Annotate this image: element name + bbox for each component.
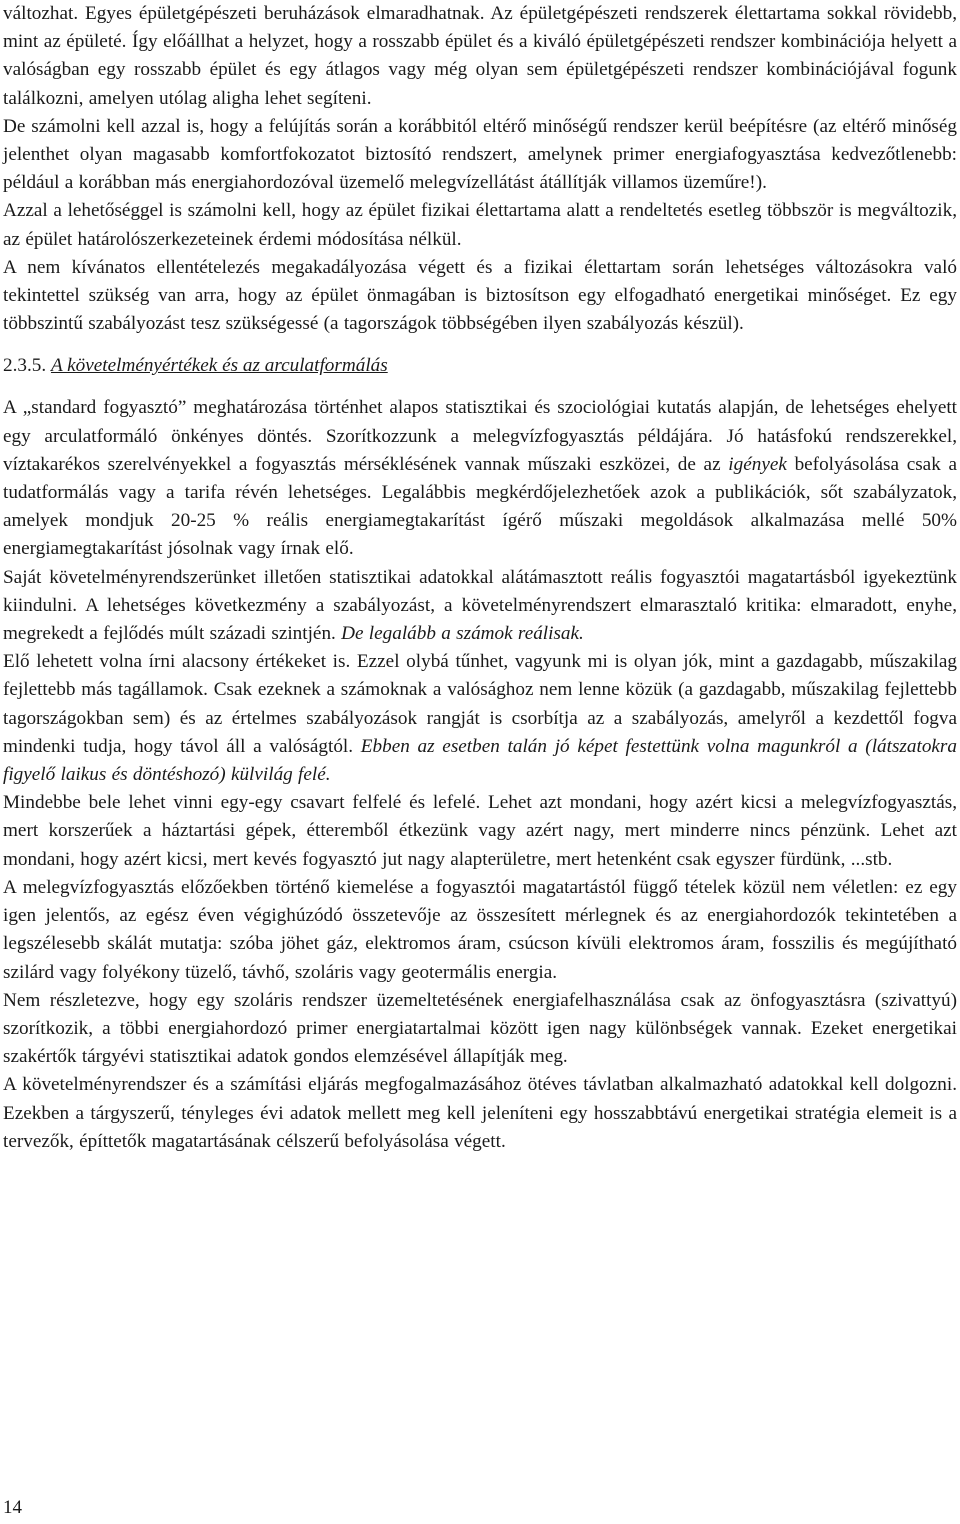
page-number: 14 <box>3 1497 22 1518</box>
paragraph: A melegvízfogyasztás előzőekben történő kiemelése a fogyasztói magatartástól függő tételek közül nem véletlen: ez egy igen jelentős, az egész éven végighúzódó összetevője az összesített mérlegnek és az energiahordozók tekintetében a legszélesebb skálát mutatja: szóba jöhet gáz, elektromos áram, csúcson kívüli elektromos áram, fosszilis és megújítható szilárd vagy folyékony tüzelő, távhő, szoláris vagy geotermális energia. <box>3 876 957 983</box>
section-title: A követelményértékek és az arculatformálás <box>50 355 388 377</box>
paragraph <box>3 564 957 649</box>
section-number: 2.3.5. <box>3 355 47 377</box>
paragraph <box>3 394 957 563</box>
paragraph <box>3 648 957 789</box>
emphasis-text: igények <box>728 453 787 475</box>
paragraph: Mindebbe bele lehet vinni egy-egy csavart felfelé és lefelé. Lehet azt mondani, hogy azért kicsi a melegvízfogyasztás, mert korszerűek a háztartási gépek, étteremből étkezünk vagy azért nagy, mert minderre nincs pénzünk. Lehet azt mondani, hogy azért kicsi, mert kevés fogyasztó jut nagy alapterületre, mert hetenként csak egyszer fürdünk, ...stb. <box>3 792 957 870</box>
paragraph-text: A „standard fogyasztó” meghatározása történhet alapos statisztikai és szociológiai kutatás alapján, de lehetséges ehelyett egy arculatformáló önkényes döntés. Szorítkozzunk a melegvízfogyasztás példájára. Jó hatásfokú rendszerekkel, víztakarékos szerelvényekkel a fogyasztás mérséklésének vannak műszaki eszközei, de az <box>3 397 957 475</box>
paragraph-text: befolyásolása csak a tudatformálás vagy a tarifa révén lehetséges. Legalábbis megkérdőjelezhetőek azok a publikációk, sőt szabályzatok, amelyek mondjuk 20-25 % reális energiamegtakarítást ígérő műszaki megoldások alkalmazása mellé 50% energiamegtakarítást jósolnak vagy írnak elő. <box>3 453 957 560</box>
emphasis-text: Ebben az esetben talán jó képet festettünk volna magunkról a (látszatokra figyelő laikus és döntéshozó) külvilág felé. <box>3 735 957 786</box>
section-heading <box>3 352 957 380</box>
paragraph-text: Elő lehetett volna írni alacsony értékeket is. Ezzel olybá tűnhet, vagyunk mi is olyan jók, mint a gazdagabb, műszakilag fejlettebb más tagállamok. Csak ezeknek a számoknak a valósághoz nem lenne közük (a gazdagabb, műszakilag fejlettebb tagországokban sem) és az értelmes szabályozások rangját is csorbítja az a szabályozás, amelyről a kezdettől fogva mindenki tudja, hogy távol áll a valóságtól. <box>3 651 957 757</box>
paragraph: Azzal a lehetőséggel is számolni kell, hogy az épület fizikai élettartama alatt a rendeltetés esetleg többször is megváltozik, az épület határolószerkezeteinek érdemi módosítása nélkül. <box>3 200 957 250</box>
emphasis-text: De legalább a számok reálisak. <box>341 623 584 645</box>
paragraph-text: Saját követelményrendszerünket illetően statisztikai adatokkal alátámasztott reális fogyasztói magatartásból igyekeztünk kiindulni. A lehetséges következmény a szabályozást, a követelményrendszert elmarasztaló kritika: elmaradott, enyhe, megrekedt a fejlődés múlt századi szintjén. <box>3 566 957 645</box>
paragraph: De számolni kell azzal is, hogy a felújítás során a korábbitól eltérő minőségű rendszer kerül beépítésre (az eltérő minőség jelenthet olyan magasabb komfortfokozatot biztosító rendszert, amelynek primer energiafogyasztása kedvezőtlenebb: például a korábban más energiahordozóval üzemelő melegvízellátást átállítják villamos üzeműre!). <box>3 115 957 194</box>
paragraph: változhat. Egyes épületgépészeti beruházások elmaradhatnak. Az épületgépészeti rendszerek élettartama sokkal rövidebb, mint az épületé. Így előállhat a helyzet, hogy a rosszabb épület és a kiváló épületgépészeti rendszer kombinációja helyett a valóságban egy rosszabb épület és egy átlagos vagy még olyan sem épületgépészeti rendszer kombinációjával fogunk találkozni, amelyen utólag aligha lehet segíteni. <box>3 3 957 109</box>
paragraph: A nem kívánatos ellentételezés megakadályozása végett és a fizikai élettartam során lehetséges változásokra való tekintettel szükség van arra, hogy az épület önmagában is biztosítson egy elfogadható energetikai minőséget. Ez egy többszintű szabályozást tesz szükségessé (a tagországok többségében ilyen szabályozás készül). <box>3 256 957 335</box>
paragraph: A követelményrendszer és a számítási eljárás megfogalmazásához ötéves távlatban alkalmazható adatokkal kell dolgozni. Ezekben a tárgyszerű, tényleges évi adatok mellett meg kell jeleníteni egy hosszabbtávú energetikai stratégia elemeit is a tervezők, építtetők magatartásának célszerű befolyásolása végett. <box>3 1074 957 1152</box>
paragraph: Nem részletezve, hogy egy szoláris rendszer üzemeltetésének energiafelhasználása csak az önfogyasztásra (szivattyú) szorítkozik, a többi energiahordozó primer energiatartalmai között igen nagy különbségek vannak. Ezeket energetikai szakértők tárgyévi statisztikai adatok gondos elemzésével állapítják meg. <box>3 989 957 1068</box>
